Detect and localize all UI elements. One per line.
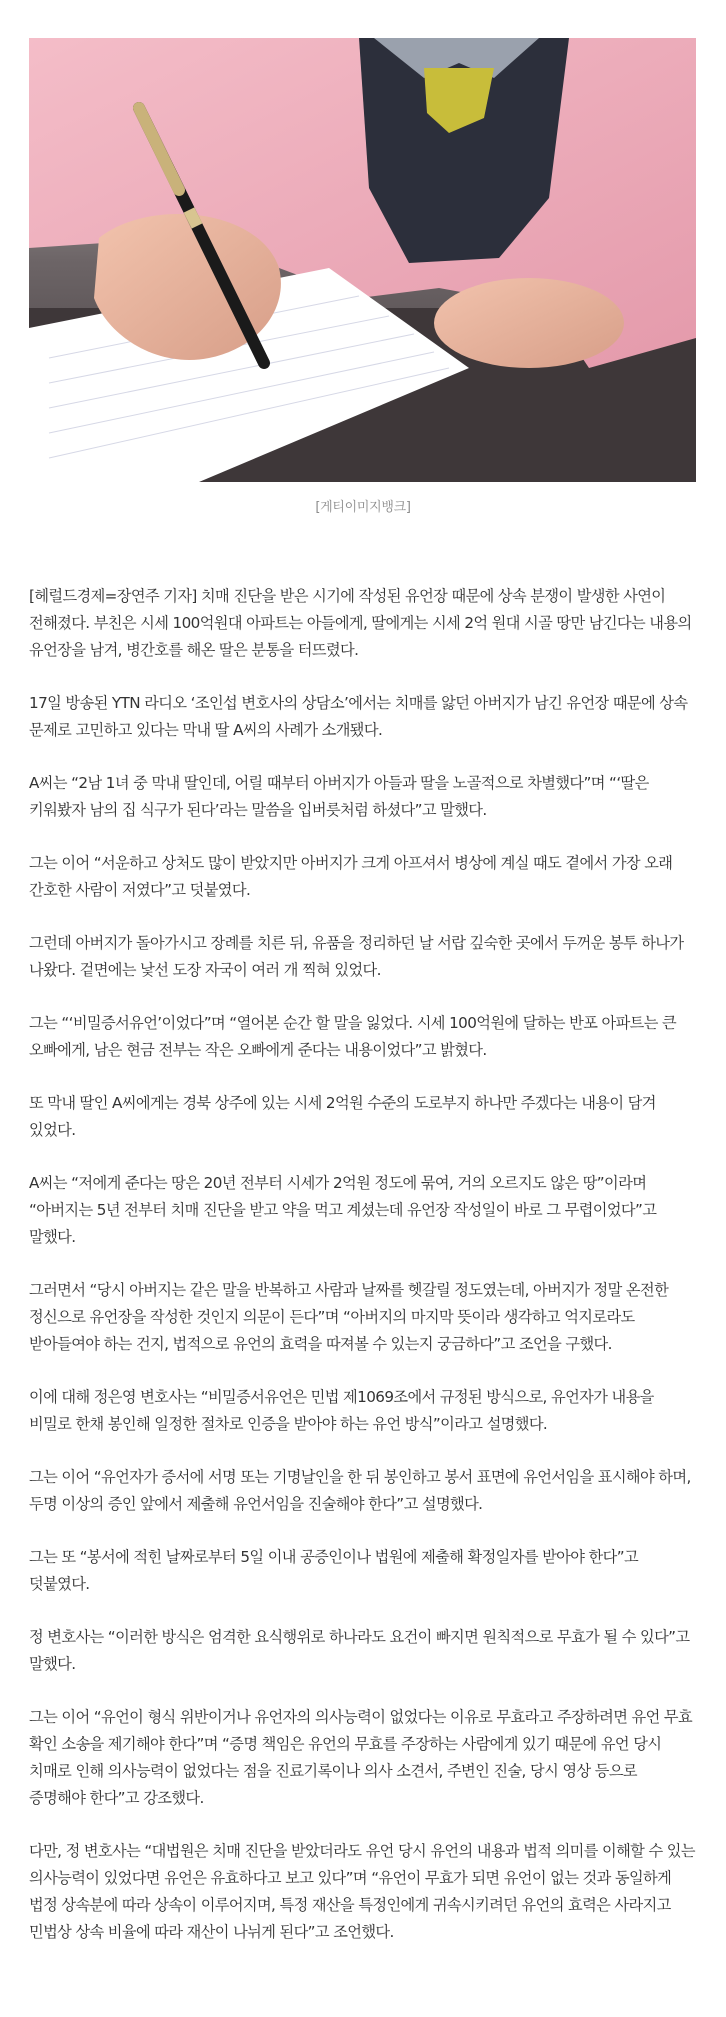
paragraph-14: 그는 이어 “유언이 형식 위반이거나 유언자의 의사능력이 없었다는 이유로 무효라고 주장하려면 유언 무효 확인 소송을 제기해야 한다”며 “증명 책임은 유언의 무효를 주장하는 사람에게 있기 때문에 유언 당시 치매로 인해 의사능력이 없었다는 점을 진료기록이나 의사 소견서, 주변인 진술, 당시 영상 등으로 증명해야 한다”고 강조했다.: [29, 1708, 693, 1807]
paragraph-2: 17일 방송된 YTN 라디오 ‘조인섭 변호사의 상담소’에서는 치매를 앓던 아버지가 남긴 유언장 때문에 상속 문제로 고민하고 있다는 막내 딸 A씨의 사례가 소개됐다.: [29, 694, 688, 739]
paragraph-13: 정 변호사는 “이러한 방식은 엄격한 요식행위로 하나라도 요건이 빠지면 원칙적으로 무효가 될 수 있다”고 말했다.: [29, 1628, 690, 1673]
paragraph-11: 그는 이어 “유언자가 증서에 서명 또는 기명날인을 한 뒤 봉인하고 봉서 표면에 유언서임을 표시해야 하며, 두명 이상의 증인 앞에서 제출해 유언서임을 진술해야 한다”고 설명했다.: [29, 1468, 691, 1513]
paragraph-3: A씨는 “2남 1녀 중 막내 딸인데, 어릴 때부터 아버지가 아들과 딸을 노골적으로 차별했다”며 “‘딸은 키워봤자 남의 집 식구가 된다’라는 말씀을 입버릇처럼 하셨다”고 말했다.: [29, 774, 649, 819]
paragraph-5: 그런데 아버지가 돌아가시고 장례를 치른 뒤, 유품을 정리하던 날 서랍 깊숙한 곳에서 두꺼운 봉투 하나가 나왔다. 겉면에는 낯선 도장 자국이 여러 개 찍혀 있었다.: [29, 934, 684, 979]
paragraph-6: 그는 “‘비밀증서유언’이었다”며 “열어본 순간 할 말을 잃었다. 시세 100억원에 달하는 반포 아파트는 큰 오빠에게, 남은 현금 전부는 작은 오빠에게 준다는 내용이었다”고 밝혔다.: [29, 1014, 677, 1059]
paragraph-9: 그러면서 “당시 아버지는 같은 말을 반복하고 사람과 날짜를 헷갈릴 정도였는데, 아버지가 정말 온전한 정신으로 유언장을 작성한 것인지 의문이 든다”며 “아버지의 마지막 뜻이라 생각하고 억지로라도 받아들여야 하는 건지, 법적으로 유언의 효력을 따져볼 수 있는지 궁금하다”고 조언을 구했다.: [29, 1281, 669, 1353]
article-body: [29, 583, 696, 1972]
paragraph-8: A씨는 “저에게 준다는 땅은 20년 전부터 시세가 2억원 정도에 묶여, 거의 오르지도 않은 땅”이라며 “아버지는 5년 전부터 치매 진단을 받고 약을 먹고 계셨는데 유언장 작성일이 바로 그 무렵이었다”고 말했다.: [29, 1174, 657, 1246]
paragraph-1: [헤럴드경제=장연주 기자] 치매 진단을 받은 시기에 작성된 유언장 때문에 상속 분쟁이 발생한 사연이 전해졌다. 부친은 시세 100억원대 아파트는 아들에게, 딸에게는 시세 2억 원대 시골 땅만 남긴다는 내용의 유언장을 남겨, 병간호를 해온 딸은 분통을 터뜨렸다.: [29, 587, 692, 659]
photo-caption: [게티이미지뱅크]: [315, 500, 411, 515]
article-photo: [29, 38, 696, 482]
paragraph-10: 이에 대해 정은영 변호사는 “비밀증서유언은 민법 제1069조에서 규정된 방식으로, 유언자가 내용을 비밀로 한채 봉인해 일정한 절차로 인증을 받아야 하는 유언 방식”이라고 설명했다.: [29, 1388, 654, 1433]
paragraph-4: 그는 이어 “서운하고 상처도 많이 받았지만 아버지가 크게 아프셔서 병상에 계실 때도 곁에서 가장 오래 간호한 사람이 저였다”고 덧붙였다.: [29, 854, 673, 899]
paragraph-15: 다만, 정 변호사는 “대법원은 치매 진단을 받았더라도 유언 당시 유언의 내용과 법적 의미를 이해할 수 있는 의사능력이 있었다면 유언은 유효하다고 보고 있다”며 “유언이 무효가 되면 유언이 없는 것과 동일하게 법정 상속분에 따라 상속이 이루어지며, 특정 재산을 특정인에게 귀속시키려던 유언의 효력은 사라지고 민법상 상속 비율에 따라 재산이 나뉘게 된다”고 조언했다.: [29, 1842, 695, 1941]
paragraph-7: 또 막내 딸인 A씨에게는 경북 상주에 있는 시세 2억원 수준의 도로부지 하나만 주겠다는 내용이 담겨 있었다.: [29, 1094, 656, 1139]
paragraph-12: 그는 또 “봉서에 적힌 날짜로부터 5일 이내 공증인이나 법원에 제출해 확정일자를 받아야 한다”고 덧붙였다.: [29, 1548, 639, 1593]
